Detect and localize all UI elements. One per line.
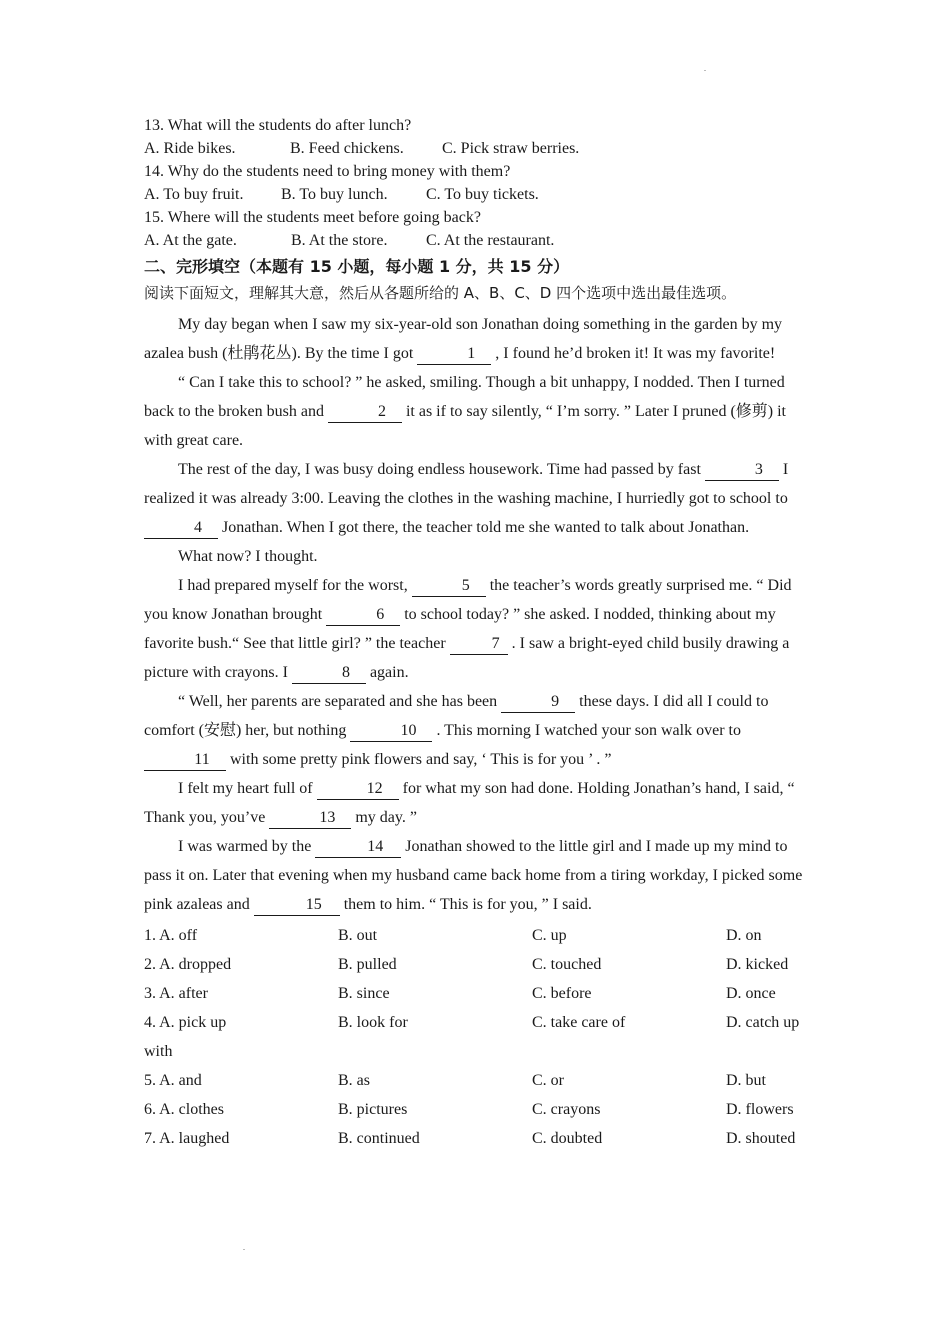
option: C. To buy tickets. [426,186,539,203]
question-14-options [144,183,809,206]
choice-row-1 [144,921,809,950]
paragraph-4: What now? I thought. [178,548,318,565]
page-speck [243,1249,245,1250]
question-15-options [144,229,809,252]
choice-b: B. pictures [338,1101,408,1118]
choice-b: B. look for [338,1014,408,1031]
choice-a: 2. A. dropped [144,956,232,973]
paragraph-2: “ Can I take this to school? ” he asked, smiling. Though a bit unhappy, I nodded. Then I turned back to the broken bush and 2 it as if to say silently, “ I’m sorry. ” Later I pruned (修剪) it with great care. [144,374,786,449]
blank-10: 10 [350,722,432,742]
choice-row-3 [144,979,809,1008]
question-14: 14. Why do the students need to bring money with them? [144,163,511,180]
blank-11: 11 [144,751,226,771]
option: A. To buy fruit. [144,186,244,203]
section-title: 二、完形填空（本题有 15 小题，每小题 1 分，共 15 分） [144,257,570,276]
paragraph-7: I felt my heart full of 12 for what my son had done. Holding Jonathan’s hand, I said, “ Thank you, you’ve 13 my day. ” [144,774,809,832]
choice-a: 5. A. and [144,1072,202,1089]
blank-9: 9 [501,693,575,713]
paragraph-8: I was warmed by the 14 Jonathan showed to the little girl and I made up my mind to pass it on. Later that evening when my husband came back home from a tiring workday, I picked some pink azaleas and 15 them to him. “ This is for you, ” I said. [144,832,809,919]
option: A. Ride bikes. [144,140,236,157]
option: C. At the restaurant. [426,232,555,249]
choice-d: D. but [726,1072,766,1089]
question-13: 13. What will the students do after lunch? [144,117,412,134]
choice-row-6 [144,1095,809,1124]
choice-c: C. take care of [532,1014,626,1031]
choice-c: C. touched [532,956,602,973]
option: C. Pick straw berries. [442,140,580,157]
option: B. To buy lunch. [281,186,388,203]
choice-c: C. up [532,927,567,944]
choice-a: 7. A. laughed [144,1130,230,1147]
section-instruction: 阅读下面短文，理解其大意，然后从各题所给的 A、B、C、D 四个选项中选出最佳选项。 [144,284,737,302]
blank-2: 2 [328,403,402,423]
blank-4: 4 [144,519,218,539]
question-15: 15. Where will the students meet before going back? [144,209,481,226]
choice-c: C. or [532,1072,564,1089]
choice-c: C. doubted [532,1130,603,1147]
question-13-options [144,137,809,160]
paragraph-6: “ Well, her parents are separated and she has been 9 these days. I did all I could to comfort (安慰) her, but nothing 10 . This morning I watched your son walk over to 11 with some pretty pink flowers and say, ‘ This is for you ’ . ” [144,687,809,774]
choice-a: 3. A. after [144,985,208,1002]
blank-6: 6 [326,606,400,626]
option: B. At the store. [291,232,388,249]
choice-b: B. out [338,927,378,944]
blank-8: 8 [292,664,366,684]
choice-row-4-wrap: with [144,1043,173,1060]
choice-d: D. shouted [726,1130,796,1147]
listening-questions [144,114,809,252]
choice-row-7 [144,1124,809,1153]
paragraph-5: I had prepared myself for the worst, 5 the teacher’s words greatly surprised me. “ Did you know Jonathan brought 6 to school today? ” she asked. I nodded, thinking about my favorite bush.“ See that little girl? ” the teacher 7 . I saw a bright-eyed child busily drawing a picture with crayons. I 8 again. [144,571,809,687]
choice-d: D. kicked [726,956,789,973]
choice-b: B. since [338,985,390,1002]
choice-list [144,921,809,1153]
choice-d: D. flowers [726,1101,794,1118]
exam-page [144,114,809,1153]
cloze-passage [144,310,809,919]
blank-15: 15 [254,896,340,916]
paragraph-1: My day began when I saw my six-year-old son Jonathan doing something in the garden by my azalea bush (杜鹃花丛). By the time I got 1 , I found he’d broken it! It was my favorite! [144,310,809,368]
option: A. At the gate. [144,232,237,249]
blank-5: 5 [412,577,486,597]
choice-b: B. pulled [338,956,397,973]
blank-1: 1 [417,345,491,365]
choice-a: 1. A. off [144,927,198,944]
blank-12: 12 [317,780,399,800]
choice-row-2 [144,950,809,979]
choice-d: D. catch up [726,1014,800,1031]
blank-7: 7 [450,635,508,655]
option: B. Feed chickens. [290,140,404,157]
choice-c: C. crayons [532,1101,601,1118]
choice-d: D. on [726,927,762,944]
choice-a: 6. A. clothes [144,1101,224,1118]
choice-a: 4. A. pick up [144,1014,227,1031]
choice-b: B. as [338,1072,370,1089]
page-speck [704,70,706,71]
blank-14: 14 [315,838,401,858]
paragraph-3: The rest of the day, I was busy doing endless housework. Time had passed by fast 3 I realized it was already 3:00. Leaving the clothes in the washing machine, I hurriedly got to school to 4 Jonathan. When I got there, the teacher told me she wanted to talk about Jonathan. [144,455,809,542]
choice-c: C. before [532,985,592,1002]
choice-d: D. once [726,985,776,1002]
choice-row-4 [144,1008,809,1037]
choice-b: B. continued [338,1130,420,1147]
blank-13: 13 [269,809,351,829]
blank-3: 3 [705,461,779,481]
choice-row-5 [144,1066,809,1095]
